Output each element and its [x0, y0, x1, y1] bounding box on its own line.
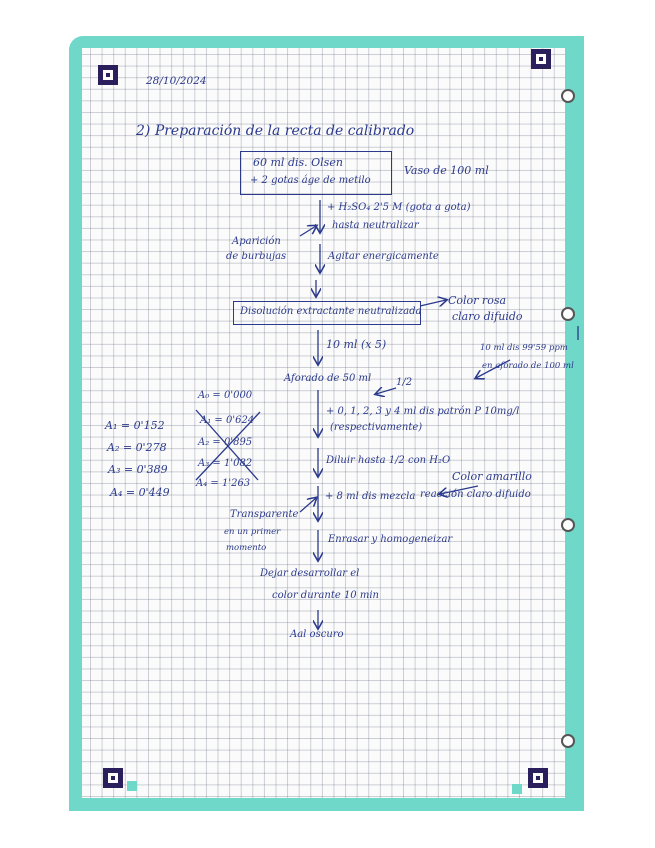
final-value-a4: A₄ = 0'449 [110, 486, 170, 499]
bubbles-line2: de burbujas [226, 251, 287, 262]
ring-hole-icon [560, 517, 576, 533]
dark-step: Aal oscuro [290, 629, 344, 640]
pink-color-line2: claro difuido [452, 310, 523, 323]
develop-step-line2: color durante 10 min [272, 590, 379, 601]
ring-hole-icon [560, 88, 576, 104]
ring-hole-icon [560, 733, 576, 749]
shake-step: Agitar energicamente [328, 251, 439, 262]
crossed-value-a4: A₄ = 1'263 [196, 478, 251, 489]
develop-step-line1: Dejar desarrollar el [260, 568, 360, 579]
homogenize-step: Enrasar y homogeneizar [328, 534, 453, 545]
half-note: 1/2 [396, 377, 413, 388]
final-value-a1: A₁ = 0'152 [105, 419, 165, 432]
side-note-line1: 10 ml dis 99'59 ppm [480, 343, 568, 353]
bubbles-line1: Aparición [232, 236, 281, 247]
final-value-a3: A₃ = 0'389 [108, 463, 168, 476]
crossed-value-a2: A₂ = 0'895 [198, 437, 253, 448]
side-note-line2: en aforado de 100 ml [482, 361, 574, 371]
transparent-line1: Transparente [230, 509, 299, 520]
ring-hole-icon [560, 306, 576, 322]
teal-square-mark [512, 784, 522, 794]
square-corner-icon [530, 48, 552, 70]
note-date: 28/10/2024 [146, 75, 207, 87]
transparent-line3: momento [226, 543, 267, 553]
aforado-step: Aforado de 50 ml [284, 373, 372, 384]
ten-ml-step: 10 ml (x 5) [326, 338, 387, 351]
reagent-olsen-text: 60 ml dis. Olsen [253, 156, 343, 169]
teal-square-mark [127, 781, 137, 791]
yellow-color-line2: reacción claro difuido [420, 489, 531, 500]
mix-step: + 8 ml dis mezcla [325, 491, 416, 502]
square-corner-icon [97, 64, 119, 86]
vessel-text: Vaso de 100 ml [404, 164, 489, 177]
pink-color-line1: Color rosa [448, 294, 507, 307]
crossed-value-a0: A₀ = 0'000 [198, 390, 253, 401]
patron-step-line1: + 0, 1, 2, 3 y 4 ml dis patrón P 10mg/l [326, 406, 520, 417]
transparent-line2: en un primer [224, 527, 281, 537]
yellow-color-line1: Color amarillo [452, 470, 532, 483]
square-corner-icon [102, 767, 124, 789]
neutralized-solution-text: Disolución extractante neutralizada [240, 306, 422, 317]
section-title: 2) Preparación de la recta de calibrado [136, 123, 415, 139]
dilute-step: Diluir hasta 1/2 con H₂O [326, 455, 451, 466]
final-value-a2: A₂ = 0'278 [107, 441, 167, 454]
crossed-value-a1: A₁ = 0'624 [200, 415, 255, 426]
square-corner-icon [527, 767, 549, 789]
reagent-metilo-text: + 2 gotas áge de metilo [250, 175, 371, 186]
patron-step-line2: (respectivamente) [330, 422, 423, 433]
crossed-value-a3: A₃ = 1'082 [198, 458, 253, 469]
acid-step-line2: hasta neutralizar [332, 220, 419, 231]
acid-step-line1: + H₂SO₄ 2'5 M (gota a gota) [327, 202, 471, 213]
